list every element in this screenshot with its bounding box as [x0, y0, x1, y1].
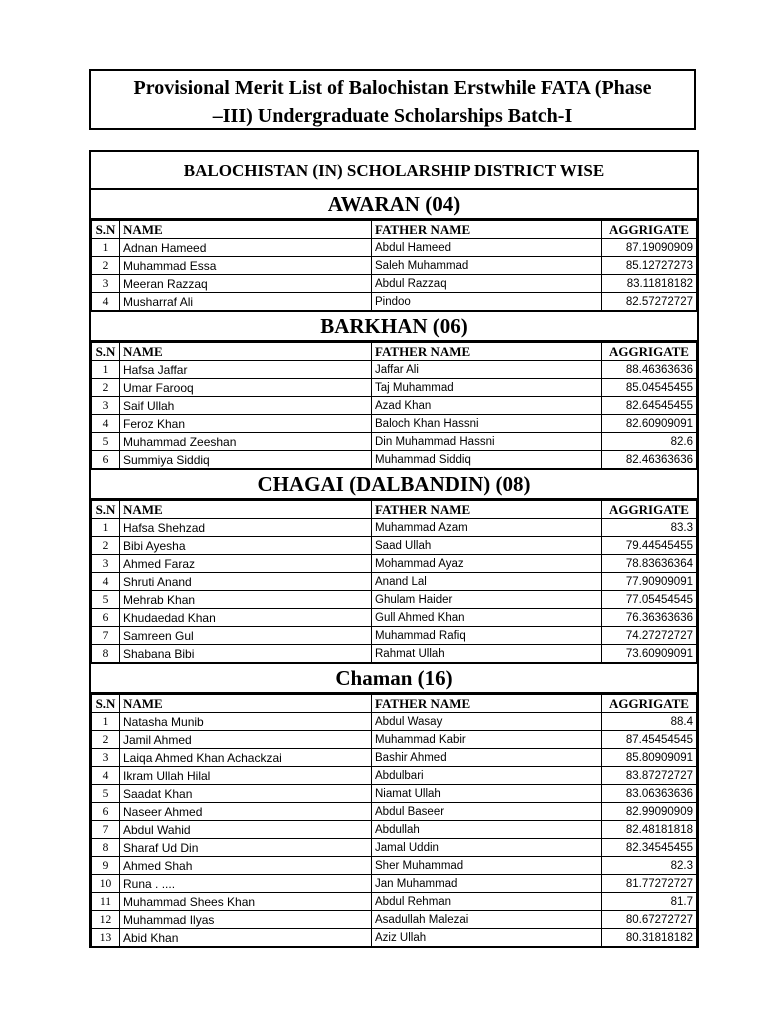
- cell-aggregate: 82.48181818: [602, 821, 697, 839]
- table-row: [92, 893, 697, 911]
- table-row: [92, 415, 697, 433]
- table-row: [92, 645, 697, 664]
- table-row: [92, 239, 697, 257]
- cell-sn: 11: [92, 893, 120, 911]
- cell-sn: 4: [92, 767, 120, 785]
- cell-name: Shruti Anand: [120, 573, 372, 591]
- table-row: [92, 713, 697, 731]
- cell-sn: 3: [92, 555, 120, 573]
- cell-father: Muhammad Rafiq: [372, 627, 602, 645]
- table-row: [92, 767, 697, 785]
- cell-aggregate: 82.6: [602, 433, 697, 451]
- table-row: [92, 379, 697, 397]
- table-row: [92, 361, 697, 379]
- cell-name: Saadat Khan: [120, 785, 372, 803]
- cell-father: Aziz Ullah: [372, 929, 602, 948]
- cell-aggregate: 82.3: [602, 857, 697, 875]
- cell-sn: 2: [92, 537, 120, 555]
- cell-sn: 2: [92, 257, 120, 275]
- cell-father: Azad Khan: [372, 397, 602, 415]
- cell-father: Asadullah Malezai: [372, 911, 602, 929]
- cell-aggregate: 76.36363636: [602, 609, 697, 627]
- cell-sn: 4: [92, 573, 120, 591]
- cell-aggregate: 83.87272727: [602, 767, 697, 785]
- district-sections: [91, 190, 697, 948]
- merit-table: [91, 694, 697, 948]
- cell-father: Muhammad Kabir: [372, 731, 602, 749]
- cell-name: Muhammad Ilyas: [120, 911, 372, 929]
- cell-sn: 5: [92, 433, 120, 451]
- title-line-2: –III) Undergraduate Scholarships Batch-I: [212, 105, 573, 127]
- cell-aggregate: 82.99090909: [602, 803, 697, 821]
- cell-father: Ghulam Haider: [372, 591, 602, 609]
- cell-father: Mohammad Ayaz: [372, 555, 602, 573]
- table-row: [92, 785, 697, 803]
- cell-aggregate: 83.3: [602, 519, 697, 537]
- cell-father: Niamat Ullah: [372, 785, 602, 803]
- table-row: [92, 803, 697, 821]
- cell-sn: 13: [92, 929, 120, 948]
- cell-name: Jamil Ahmed: [120, 731, 372, 749]
- merit-list-sheet: [89, 150, 699, 948]
- cell-sn: 1: [92, 519, 120, 537]
- cell-name: Bibi Ayesha: [120, 537, 372, 555]
- cell-father: Din Muhammad Hassni: [372, 433, 602, 451]
- cell-aggregate: 81.77272727: [602, 875, 697, 893]
- title-line-1: Provisional Merit List of Balochistan Erstwhile FATA (Phase: [133, 77, 652, 99]
- table-row: [92, 397, 697, 415]
- district-section: [91, 470, 697, 664]
- cell-sn: 8: [92, 839, 120, 857]
- cell-sn: 7: [92, 821, 120, 839]
- cell-aggregate: 88.46363636: [602, 361, 697, 379]
- table-header-row: [92, 343, 697, 361]
- cell-father: Saad Ullah: [372, 537, 602, 555]
- table-row: [92, 627, 697, 645]
- cell-aggregate: 85.04545455: [602, 379, 697, 397]
- cell-sn: 1: [92, 361, 120, 379]
- cell-father: Rahmat Ullah: [372, 645, 602, 664]
- cell-aggregate: 77.90909091: [602, 573, 697, 591]
- cell-father: Abdulbari: [372, 767, 602, 785]
- table-row: [92, 875, 697, 893]
- merit-table: [91, 342, 697, 470]
- column-header-sn: S.N: [92, 343, 120, 361]
- cell-name: Ahmed Faraz: [120, 555, 372, 573]
- table-row: [92, 537, 697, 555]
- table-row: [92, 839, 697, 857]
- cell-sn: 6: [92, 803, 120, 821]
- district-heading: CHAGAI (DALBANDIN) (08): [91, 470, 697, 500]
- cell-name: Ikram Ullah Hilal: [120, 767, 372, 785]
- table-row: [92, 257, 697, 275]
- cell-father: Sher Muhammad: [372, 857, 602, 875]
- cell-sn: 2: [92, 731, 120, 749]
- cell-aggregate: 80.67272727: [602, 911, 697, 929]
- column-header-aggregate: AGGRIGATE: [602, 343, 697, 361]
- cell-sn: 4: [92, 415, 120, 433]
- cell-name: Abid Khan: [120, 929, 372, 948]
- cell-father: Abdullah: [372, 821, 602, 839]
- cell-father: Pindoo: [372, 293, 602, 312]
- district-heading: BARKHAN (06): [91, 312, 697, 342]
- cell-name: Hafsa Shehzad: [120, 519, 372, 537]
- column-header-father: FATHER NAME: [372, 695, 602, 713]
- cell-name: Natasha Munib: [120, 713, 372, 731]
- cell-aggregate: 88.4: [602, 713, 697, 731]
- cell-sn: 3: [92, 749, 120, 767]
- cell-name: Runa . ....: [120, 875, 372, 893]
- table-row: [92, 609, 697, 627]
- cell-name: Mehrab Khan: [120, 591, 372, 609]
- cell-father: Muhammad Siddiq: [372, 451, 602, 470]
- cell-aggregate: 81.7: [602, 893, 697, 911]
- table-row: [92, 275, 697, 293]
- table-row: [92, 451, 697, 470]
- cell-sn: 4: [92, 293, 120, 312]
- district-section: [91, 312, 697, 470]
- column-header-sn: S.N: [92, 221, 120, 239]
- cell-name: Muhammad Zeeshan: [120, 433, 372, 451]
- column-header-aggregate: AGGRIGATE: [602, 695, 697, 713]
- cell-sn: 9: [92, 857, 120, 875]
- cell-name: Umar Farooq: [120, 379, 372, 397]
- cell-aggregate: 79.44545455: [602, 537, 697, 555]
- cell-aggregate: 87.19090909: [602, 239, 697, 257]
- cell-aggregate: 82.34545455: [602, 839, 697, 857]
- cell-father: Jamal Uddin: [372, 839, 602, 857]
- cell-sn: 6: [92, 609, 120, 627]
- table-row: [92, 433, 697, 451]
- cell-father: Jaffar Ali: [372, 361, 602, 379]
- column-header-aggregate: AGGRIGATE: [602, 221, 697, 239]
- table-row: [92, 731, 697, 749]
- cell-name: Shabana Bibi: [120, 645, 372, 664]
- cell-aggregate: 82.57272727: [602, 293, 697, 312]
- cell-father: Gull Ahmed Khan: [372, 609, 602, 627]
- table-row: [92, 293, 697, 312]
- cell-name: Muhammad Essa: [120, 257, 372, 275]
- column-header-sn: S.N: [92, 695, 120, 713]
- cell-sn: 6: [92, 451, 120, 470]
- cell-father: Saleh Muhammad: [372, 257, 602, 275]
- cell-name: Ahmed Shah: [120, 857, 372, 875]
- cell-father: Abdul Razzaq: [372, 275, 602, 293]
- column-header-sn: S.N: [92, 501, 120, 519]
- table-header-row: [92, 501, 697, 519]
- cell-sn: 1: [92, 239, 120, 257]
- cell-sn: 5: [92, 785, 120, 803]
- cell-sn: 1: [92, 713, 120, 731]
- cell-aggregate: 85.12727273: [602, 257, 697, 275]
- cell-aggregate: 85.80909091: [602, 749, 697, 767]
- cell-name: Muhammad Shees Khan: [120, 893, 372, 911]
- page-title: [89, 69, 696, 130]
- table-row: [92, 555, 697, 573]
- table-row: [92, 573, 697, 591]
- cell-sn: 7: [92, 627, 120, 645]
- cell-name: Summiya Siddiq: [120, 451, 372, 470]
- cell-aggregate: 83.06363636: [602, 785, 697, 803]
- cell-name: Hafsa Jaffar: [120, 361, 372, 379]
- cell-name: Meeran Razzaq: [120, 275, 372, 293]
- column-header-father: FATHER NAME: [372, 501, 602, 519]
- cell-sn: 5: [92, 591, 120, 609]
- cell-aggregate: 77.05454545: [602, 591, 697, 609]
- cell-name: Samreen Gul: [120, 627, 372, 645]
- cell-aggregate: 83.11818182: [602, 275, 697, 293]
- cell-sn: 12: [92, 911, 120, 929]
- table-row: [92, 857, 697, 875]
- table-row: [92, 519, 697, 537]
- column-header-father: FATHER NAME: [372, 343, 602, 361]
- cell-name: Saif Ullah: [120, 397, 372, 415]
- table-row: [92, 749, 697, 767]
- cell-father: Taj Muhammad: [372, 379, 602, 397]
- cell-aggregate: 82.46363636: [602, 451, 697, 470]
- column-header-aggregate: AGGRIGATE: [602, 501, 697, 519]
- cell-father: Anand Lal: [372, 573, 602, 591]
- cell-name: Khudaedad Khan: [120, 609, 372, 627]
- cell-name: Musharraf Ali: [120, 293, 372, 312]
- merit-table: [91, 220, 697, 312]
- cell-father: Bashir Ahmed: [372, 749, 602, 767]
- cell-name: Feroz Khan: [120, 415, 372, 433]
- column-header-father: FATHER NAME: [372, 221, 602, 239]
- cell-aggregate: 82.60909091: [602, 415, 697, 433]
- table-row: [92, 929, 697, 948]
- cell-sn: 8: [92, 645, 120, 664]
- cell-father: Abdul Hameed: [372, 239, 602, 257]
- cell-name: Adnan Hameed: [120, 239, 372, 257]
- cell-sn: 2: [92, 379, 120, 397]
- cell-name: Abdul Wahid: [120, 821, 372, 839]
- column-header-name: NAME: [120, 501, 372, 519]
- table-header-row: [92, 695, 697, 713]
- cell-name: Sharaf Ud Din: [120, 839, 372, 857]
- cell-aggregate: 78.83636364: [602, 555, 697, 573]
- cell-aggregate: 82.64545455: [602, 397, 697, 415]
- cell-sn: 3: [92, 275, 120, 293]
- scholarship-banner: BALOCHISTAN (IN) SCHOLARSHIP DISTRICT WISE: [91, 152, 697, 190]
- cell-father: Muhammad Azam: [372, 519, 602, 537]
- column-header-name: NAME: [120, 343, 372, 361]
- cell-aggregate: 74.27272727: [602, 627, 697, 645]
- cell-father: Baloch Khan Hassni: [372, 415, 602, 433]
- merit-table: [91, 500, 697, 664]
- cell-father: Jan Muhammad: [372, 875, 602, 893]
- cell-aggregate: 87.45454545: [602, 731, 697, 749]
- table-header-row: [92, 221, 697, 239]
- cell-father: Abdul Rehman: [372, 893, 602, 911]
- table-row: [92, 821, 697, 839]
- district-heading: AWARAN (04): [91, 190, 697, 220]
- cell-name: Naseer Ahmed: [120, 803, 372, 821]
- cell-father: Abdul Baseer: [372, 803, 602, 821]
- district-heading: Chaman (16): [91, 664, 697, 694]
- cell-aggregate: 73.60909091: [602, 645, 697, 664]
- cell-father: Abdul Wasay: [372, 713, 602, 731]
- table-row: [92, 591, 697, 609]
- cell-sn: 10: [92, 875, 120, 893]
- cell-name: Laiqa Ahmed Khan Achackzai: [120, 749, 372, 767]
- column-header-name: NAME: [120, 695, 372, 713]
- column-header-name: NAME: [120, 221, 372, 239]
- cell-sn: 3: [92, 397, 120, 415]
- cell-aggregate: 80.31818182: [602, 929, 697, 948]
- table-row: [92, 911, 697, 929]
- district-section: [91, 190, 697, 312]
- district-section: [91, 664, 697, 948]
